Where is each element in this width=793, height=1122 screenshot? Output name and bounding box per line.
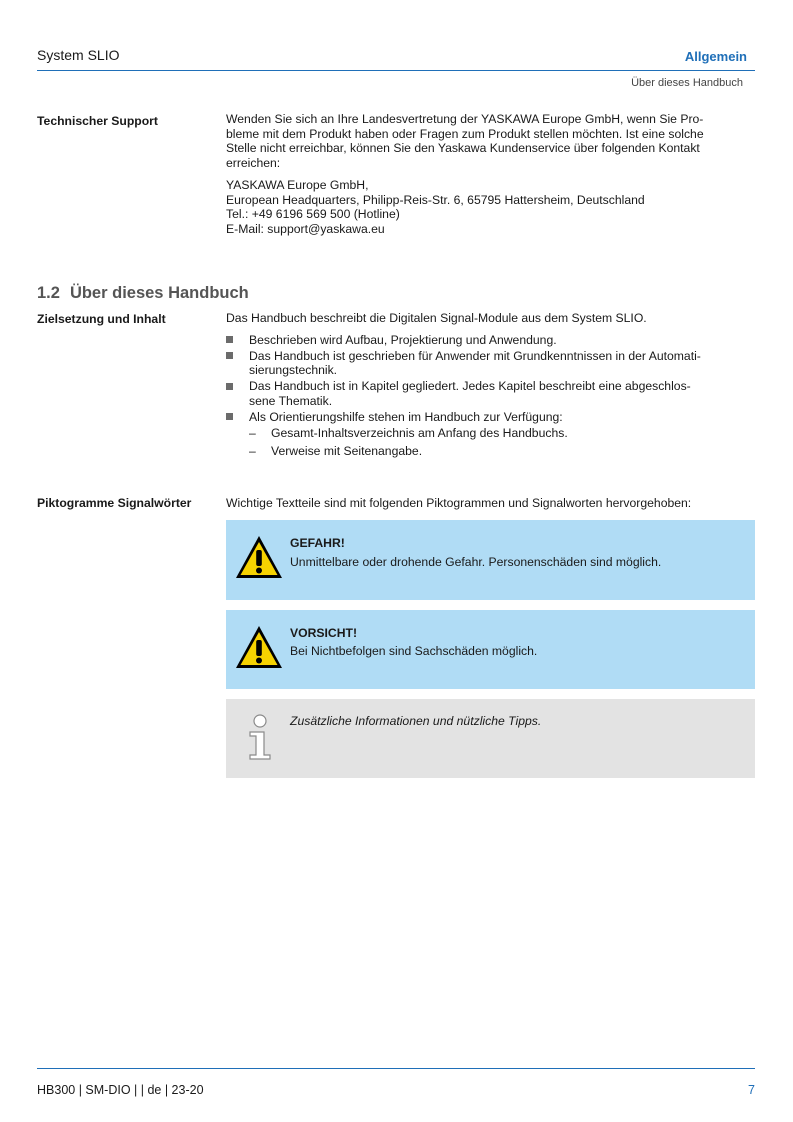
support-text bbox=[226, 112, 752, 236]
page-number: 7 bbox=[748, 1083, 755, 1097]
goal-text bbox=[226, 311, 752, 459]
list-item: Als Orientierungshilfe stehen im Handbuch zur Verfügung: bbox=[226, 410, 752, 425]
bullet-square-icon bbox=[226, 336, 233, 343]
section-heading bbox=[37, 284, 249, 303]
footer-divider bbox=[37, 1068, 755, 1069]
list-item: Das Handbuch ist in Kapitel gegliedert. Jedes Kapitel beschreibt eine abgeschlos- sene Thematik. bbox=[226, 379, 752, 408]
warning-triangle-icon bbox=[234, 534, 284, 580]
bullet-square-icon bbox=[226, 413, 233, 420]
section-title: Über dieses Handbuch bbox=[69, 284, 249, 302]
footer-document-id: HB300 | SM-DIO | | de | 23-20 bbox=[37, 1083, 204, 1097]
pictograms-label: Piktogramme Signalwörter bbox=[37, 496, 192, 510]
header-section-title: Über dieses Handbuch bbox=[631, 77, 743, 89]
support-address-line: European Headquarters, Philipp-Reis-Str. 6, 65795 Hattersheim, Deutschland bbox=[226, 192, 645, 207]
bullet-square-icon bbox=[226, 383, 233, 390]
list-item: – Gesamt-Inhaltsverzeichnis am Anfang des Handbuchs. bbox=[249, 425, 568, 440]
pictograms-intro: Wichtige Textteile sind mit folgenden Piktogrammen und Signalworten hervorgehoben: bbox=[226, 496, 692, 510]
goal-intro: Das Handbuch beschreibt die Digitalen Signal-Module aus dem System SLIO. bbox=[226, 311, 647, 325]
bullet-square-icon bbox=[226, 352, 233, 359]
support-line: Stelle nicht erreichbar, können Sie den Yaskawa Kundenservice über folgenden Kontakt bbox=[226, 141, 700, 155]
header-chapter-title: Allgemein bbox=[684, 49, 747, 64]
info-text: Zusätzliche Informationen und nützliche Tipps. bbox=[290, 714, 542, 728]
header-product-title: System SLIO bbox=[37, 47, 120, 63]
support-address-line: Tel.: +49 6196 569 500 (Hotline) bbox=[226, 207, 400, 221]
support-email: E-Mail: support@yaskawa.eu bbox=[226, 221, 385, 236]
list-item: Beschrieben wird Aufbau, Projektierung und Anwendung. bbox=[226, 333, 752, 348]
dash-marker: – bbox=[249, 444, 256, 458]
caution-text: Bei Nichtbefolgen sind Sachschäden möglich. bbox=[290, 644, 538, 658]
caution-notice bbox=[226, 610, 755, 689]
danger-title: GEFAHR! bbox=[290, 536, 345, 550]
support-line: erreichen: bbox=[226, 155, 281, 170]
danger-text: Unmittelbare oder drohende Gefahr. Personenschäden sind möglich. bbox=[290, 555, 662, 569]
goal-bullet-list bbox=[226, 333, 752, 425]
support-line: Wenden Sie sich an Ihre Landesvertretung der YASKAWA Europe GmbH, wenn Sie Pro- bbox=[226, 112, 704, 126]
dash-marker: – bbox=[249, 425, 256, 440]
info-notice bbox=[226, 699, 755, 778]
danger-notice bbox=[226, 520, 755, 600]
list-item: Das Handbuch ist geschrieben für Anwender mit Grundkenntnissen in der Automati- sierungstechnik. bbox=[226, 349, 752, 378]
support-label: Technischer Support bbox=[37, 114, 158, 128]
support-line: bleme mit dem Produkt haben oder Fragen zum Produkt stellen möchten. Ist eine solche bbox=[226, 126, 704, 141]
goal-sub-list bbox=[226, 426, 752, 459]
info-icon bbox=[246, 713, 274, 761]
caution-title: VORSICHT! bbox=[290, 626, 358, 640]
support-address-line: YASKAWA Europe GmbH, bbox=[226, 178, 369, 192]
warning-triangle-icon bbox=[234, 624, 284, 670]
goal-label: Zielsetzung und Inhalt bbox=[37, 312, 166, 326]
header-divider bbox=[37, 70, 755, 71]
section-number: 1.2 bbox=[37, 284, 60, 302]
list-item: – Verweise mit Seitenangabe. bbox=[249, 444, 423, 458]
